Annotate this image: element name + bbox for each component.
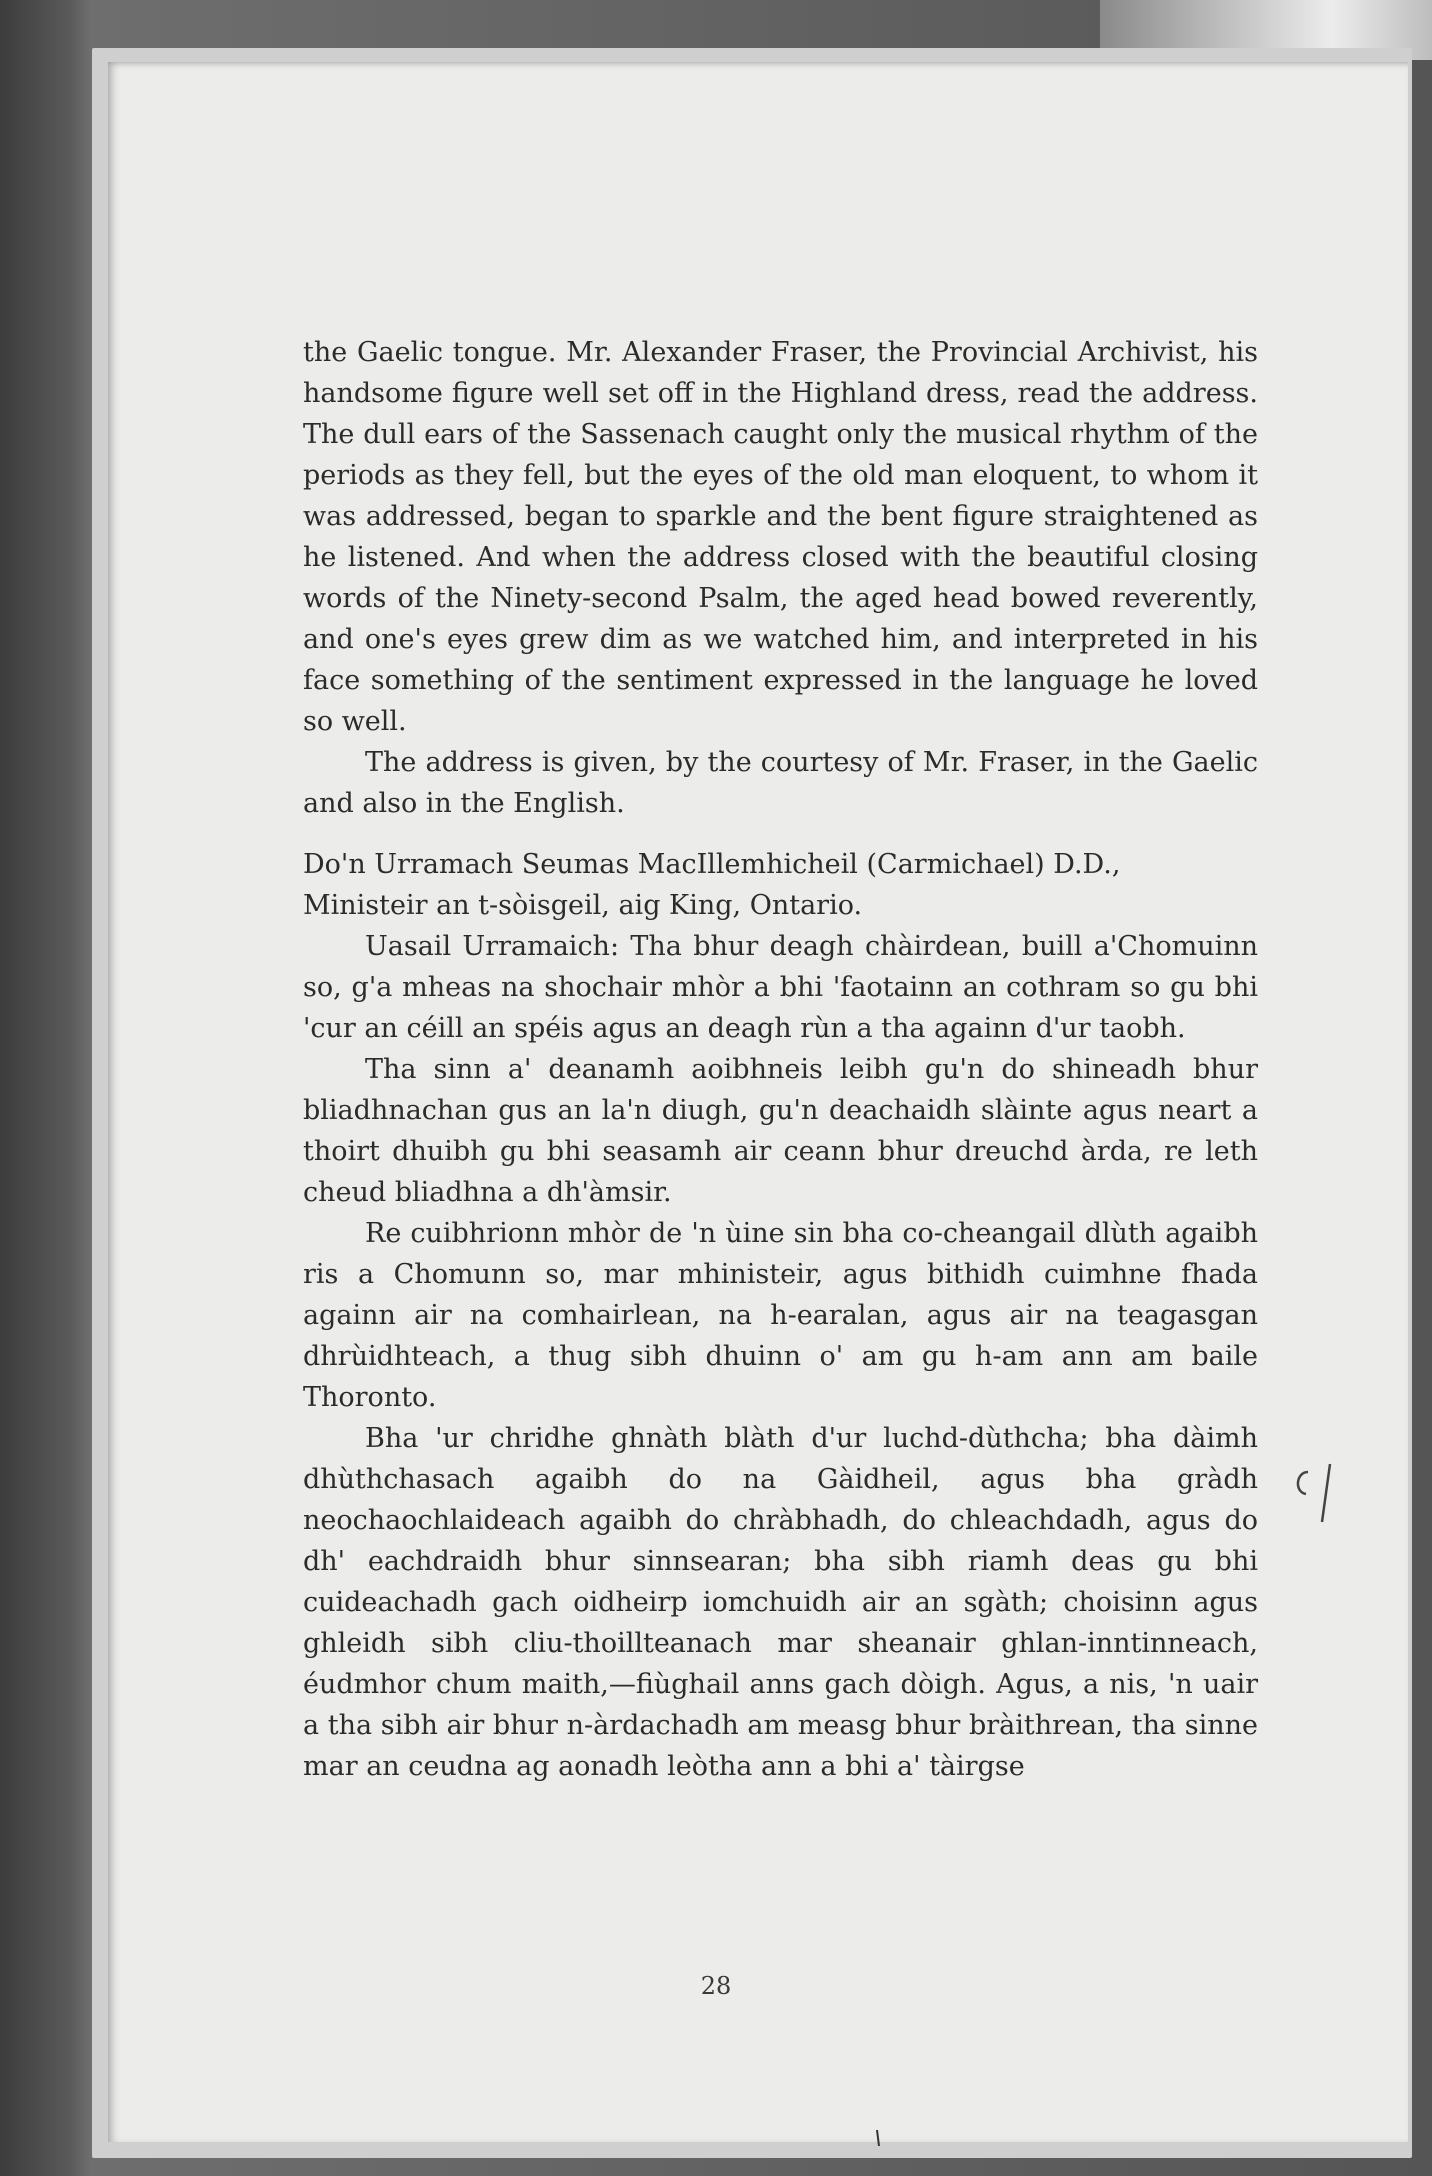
body-text [303,332,1258,1787]
paragraph-address-1: Uasail Urramaich: Tha bhur deagh chàirdean, buill a'Chomuinn so, g'a mheas na shochair mhòr a bhi 'faotainn an cothram so gu bhi 'cur an céill an spéis agus an deagh rùn a tha againn d'ur taobh. [303,931,1258,1044]
handwritten-margin-mark [1286,1458,1346,1528]
paragraph-address-4: Bha 'ur chridhe ghnàth blàth d'ur luchd-dùthcha; bha dàimh dhùthchasach agaibh do na Gàidheil, agus bha gràdh neochaochlaideach agaibh do chràbhadh, do chleachdadh, agus do dh' eachdraidh bhur sinnsearan; bha sibh riamh deas gu bhi cuideachadh gach oidheirp iomchuidh air an sgàth; choisinn agus ghleidh sibh cliu-thoillteanach mar sheanair ghlan-inntinneach, éudmhor chum maith,—fiùghail anns gach dòigh. Agus, a nis, 'n uair a tha sibh air bhur n-àrdachadh am measg bhur bràithrean, tha sinne mar an ceudna ag aonadh leòtha ann a bhi a' tàirgse [303,1423,1258,1782]
paragraph-address-3: Re cuibhrionn mhòr de 'n ùine sin bha co-cheangail dlùth agaibh ris a Chomunn so, mar mhinisteir, agus bithidh cuimhne fhada againn air na comhairlean, na h-earalan, agus air na teagasgan dhrùidhteach, a thug sibh dhuinn o' am gu h-am ann am baile Thoronto. [303,1218,1258,1413]
scan-speck [875,2130,881,2146]
addressee-line-2: Ministeir an t-sòisgeil, aig King, Ontario. [303,890,863,921]
paragraph-intro: the Gaelic tongue. Mr. Alexander Fraser, the Provincial Archivist, his handsome figure well set off in the Highland dress, read the address. The dull ears of the Sassenach caught only the musical rhythm of the periods as they fell, but the eyes of the old man eloquent, to whom it was addressed, began to sparkle and the bent figure straightened as he listened. And when the address closed with the beautiful closing words of the Ninety-second Psalm, the aged head bowed reverently, and one's eyes grew dim as we watched him, and interpreted in his face something of the sentiment expressed in the language he loved so well. [303,337,1258,737]
page-number: 28 [700,1972,732,2000]
addressee-line-1: Do'n Urramach Seumas MacIllemhicheil (Carmichael) D.D., [303,849,1121,880]
paragraph-courtesy: The address is given, by the courtesy of Mr. Fraser, in the Gaelic and also in the English. [303,747,1258,819]
paragraph-address-2: Tha sinn a' deanamh aoibhneis leibh gu'n do shineadh bhur bliadhnachan gus an la'n diugh, gu'n deachaidh slàinte agus neart a thoirt dhuibh gu bhi seasamh air ceann bhur dreuchd àrda, re leth cheud bliadhna a dh'àmsir. [303,1054,1258,1208]
